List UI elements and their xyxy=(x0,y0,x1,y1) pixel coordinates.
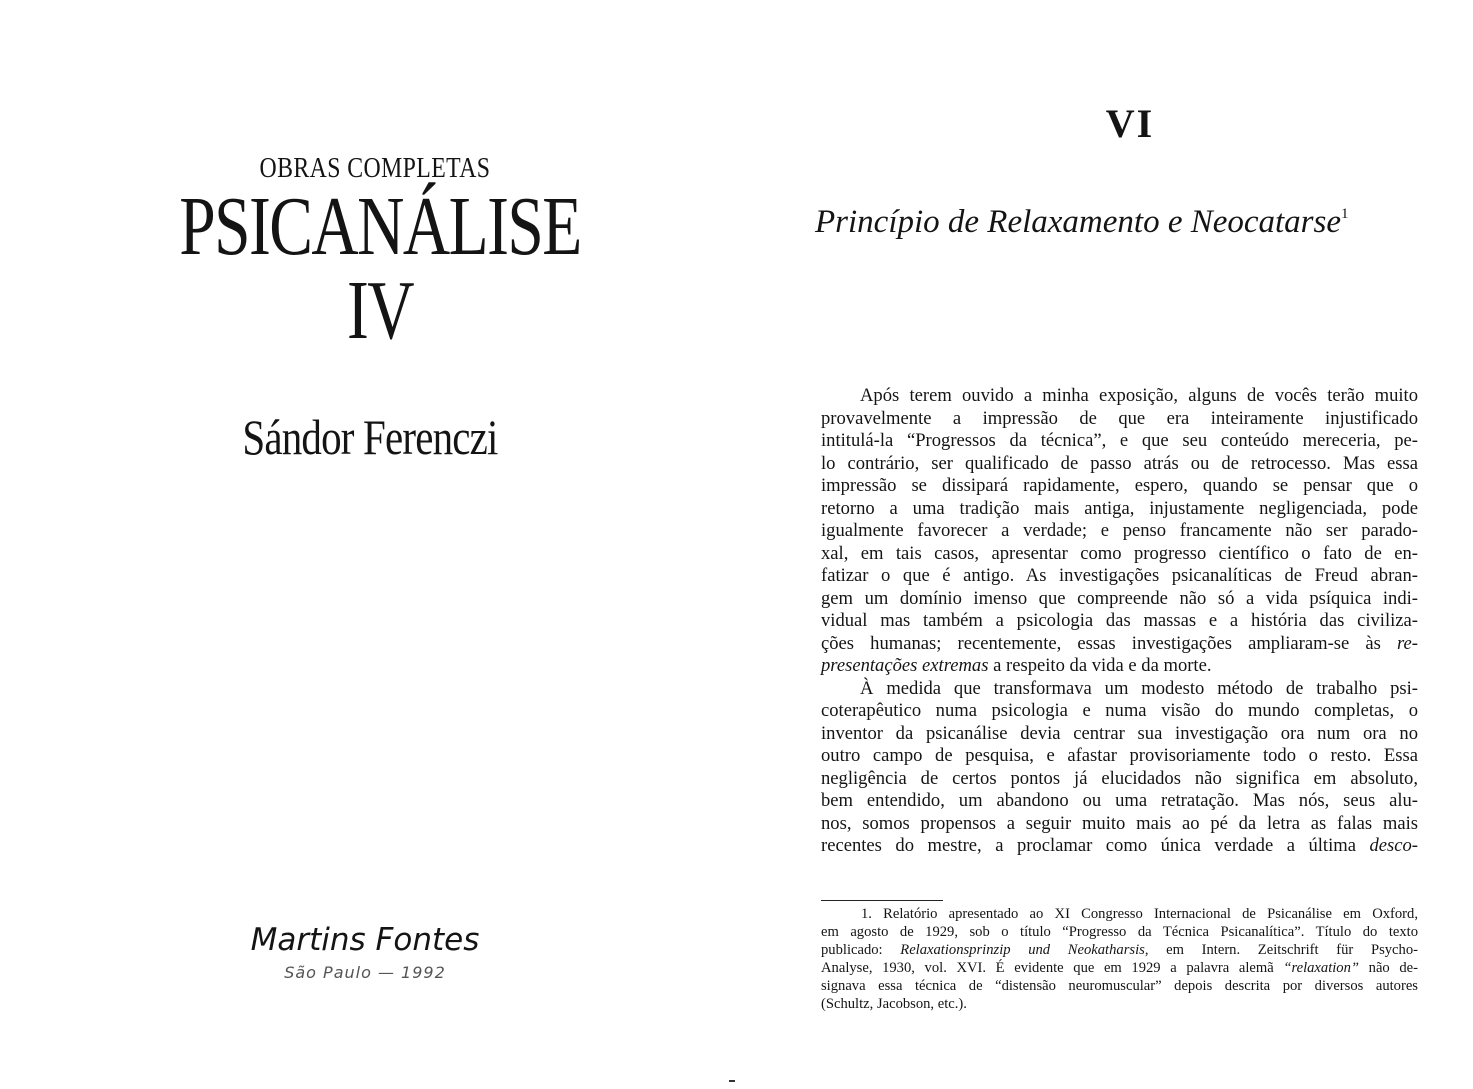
chapter-title-text: Princípio de Relaxamento e Neocatarse xyxy=(815,204,1342,240)
footnote-line: (Schultz, Jacobson, etc.). xyxy=(821,996,967,1012)
emphasis-text: presentações extremas xyxy=(821,655,989,676)
series-title: OBRAS COMPLETAS xyxy=(259,152,491,184)
author-name: Sándor Ferenczi xyxy=(242,409,498,465)
text-line: inventor da psicanálise devia centrar sua investigação ora num ora no xyxy=(821,722,1418,744)
text-line: provavelmente a impressão de que era inteiramente injustificado xyxy=(821,407,1418,429)
text-run: a respeito da vida e da morte. xyxy=(988,655,1212,676)
text-line: coterapêutico numa psicologia e numa visão do mundo completas, o xyxy=(821,700,1418,721)
text-line: À medida que transformava um modesto método de trabalho psi- xyxy=(860,677,1418,699)
chapter-title xyxy=(815,204,1435,240)
chapter-number: VI xyxy=(1105,101,1155,146)
text-line: outro campo de pesquisa, e afastar provisoriamente todo o resto. Essa xyxy=(821,745,1418,766)
text-line: igualmente favorecer a verdade; e penso francamente não ser parado- xyxy=(821,520,1418,541)
footnote-reference-mark: 1 xyxy=(1341,206,1349,222)
text-line: intitulá-la “Progressos da técnica”, e que seu conteúdo mereceria, pe- xyxy=(821,430,1418,451)
book-title: PSICANÁLISE IV xyxy=(179,180,581,357)
emphasis-text: Relaxationsprinzip und Neokatharsis xyxy=(900,942,1145,958)
text-line xyxy=(821,835,1418,858)
emphasis-text: re- xyxy=(1397,632,1418,654)
text-line xyxy=(821,655,1418,678)
text-line: retorno a uma tradição mais antiga, injustamente negligenciada, pode xyxy=(821,497,1418,519)
text-run: não de- xyxy=(1359,960,1418,976)
text-line: Após terem ouvido a minha exposição, alguns de vocês terão muito xyxy=(860,385,1418,406)
text-line: negligência de certos pontos já elucidados não significa em absoluto, xyxy=(821,767,1418,789)
text-line: xal, em tais casos, apresentar como progresso científico o fato de en- xyxy=(821,542,1418,564)
text-run: recentes do mestre, a proclamar como única verdade a última xyxy=(821,835,1370,856)
body-text xyxy=(821,385,1418,858)
text-line: impressão se dissipará rapidamente, espero, quando se pensar que o xyxy=(821,475,1418,496)
text-line: gem um domínio imenso que compreende não só a vida psíquica indi- xyxy=(821,587,1418,609)
footnote-line: em agosto de 1929, sob o título “Progresso da Técnica Psicanalítica”. Título do texto xyxy=(821,924,1418,940)
page-edge-mark xyxy=(729,1080,735,1082)
emphasis-text: desco- xyxy=(1369,835,1418,856)
text-line: nos, somos propensos a seguir muito mais ao pé da letra as falas mais xyxy=(821,812,1418,834)
footnote-line xyxy=(821,959,1418,977)
text-line: fatizar o que é antigo. As investigações psicanalíticas de Freud abran- xyxy=(821,565,1418,586)
footnote-line xyxy=(821,941,1418,959)
text-run: ções humanas; recentemente, essas investigações ampliaram-se às xyxy=(821,632,1397,654)
footnote-divider xyxy=(821,900,943,901)
publication-imprint: São Paulo — 1992 xyxy=(284,963,446,982)
publisher-name: Martins Fontes xyxy=(250,922,480,958)
text-run: publicado: xyxy=(821,942,901,958)
text-line: lo contrário, ser qualificado de passo atrás ou de retrocesso. Mas essa xyxy=(821,452,1418,474)
text-run: Analyse, 1930, vol. XVI. É evidente que em 1929 a palavra alemã xyxy=(821,960,1284,976)
footnote xyxy=(821,905,1418,1013)
emphasis-text: “relaxation” xyxy=(1283,960,1360,976)
text-line xyxy=(821,633,1418,656)
text-run: , em Intern. Zeitschrift für Psycho- xyxy=(1144,942,1418,958)
footnote-line: signava essa técnica de “distensão neuromuscular” depois descrita por diversos autores xyxy=(821,978,1418,994)
text-line: vidual mas também a psicologia das massas e a história das civiliza- xyxy=(821,610,1418,631)
footnote-line: 1. Relatório apresentado ao XI Congresso Internacional de Psicanálise em Oxford, xyxy=(861,906,1418,922)
text-line: bem entendido, um abandono ou uma retratação. Mas nós, seus alu- xyxy=(821,790,1418,811)
